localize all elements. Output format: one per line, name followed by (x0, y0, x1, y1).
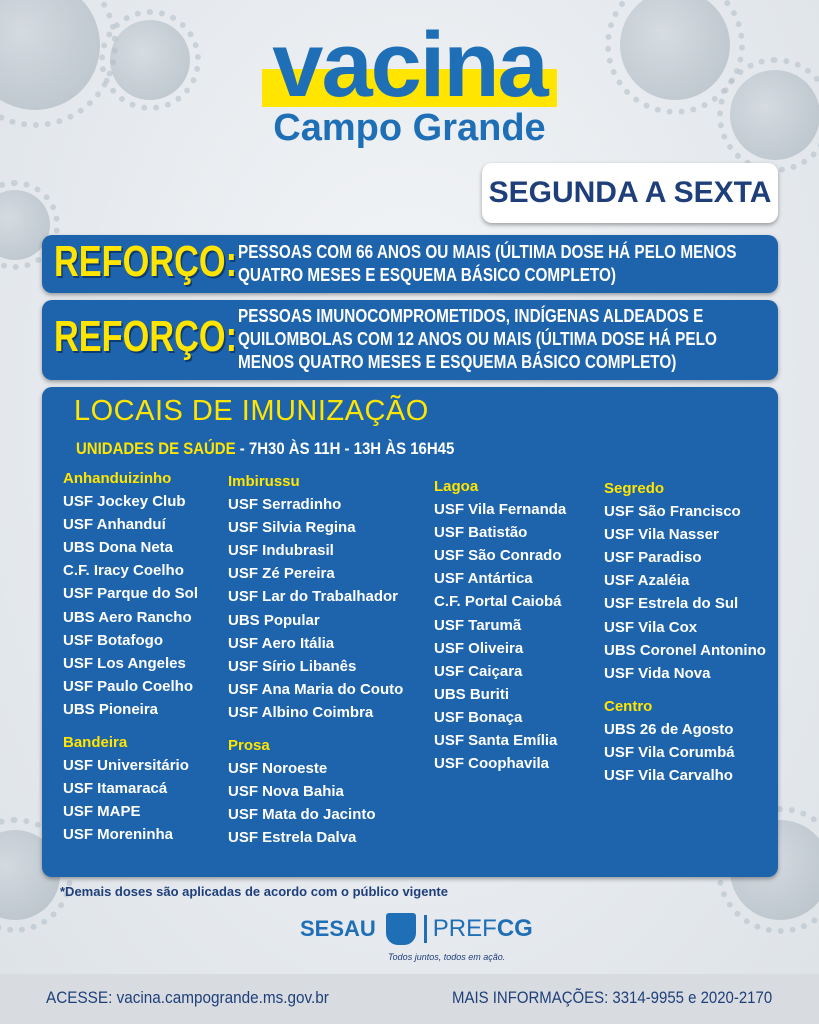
group-spacer (63, 721, 198, 731)
health-unit-item: UBS 26 de Agosto (604, 720, 734, 738)
health-unit-item: USF São Francisco (604, 503, 741, 521)
health-unit-item: USF Jockey Club (63, 493, 186, 511)
opening-hours (76, 439, 454, 459)
cg-text: CG (496, 915, 533, 942)
health-unit-item: UBS Dona Neta (63, 539, 174, 557)
brand-logos (300, 913, 533, 945)
health-unit-item: USF Albino Coimbra (228, 703, 374, 721)
prefcg-logo (424, 915, 533, 943)
region-heading: Centro (604, 697, 653, 715)
health-unit-item: USF Itamaracá (63, 780, 168, 798)
health-unit-item: UBS Coronel Antonino (604, 641, 766, 659)
pref-text: PREF (432, 915, 497, 942)
region-heading: Prosa (228, 737, 270, 755)
footer-bar (0, 974, 819, 1024)
health-unit-item: USF Sírio Libanês (228, 657, 357, 675)
locations-panel (42, 387, 778, 877)
booster-text (238, 305, 782, 374)
health-unit-item: USF Zé Pereira (228, 565, 335, 583)
region-heading: Anhanduizinho (63, 470, 172, 487)
health-unit-item: USF Universitário (63, 757, 189, 775)
schedule-days-badge: SEGUNDA A SEXTA (482, 163, 778, 223)
health-unit-item: USF Batistão (434, 524, 528, 542)
booster-panel-1 (42, 235, 778, 293)
booster-line: PESSOAS IMUNOCOMPROMETIDOS, INDÍGENAS ALDEADOS E (238, 306, 704, 326)
locations-column-4 (604, 477, 766, 787)
booster-tag: REFORÇO: (54, 312, 238, 361)
locations-title: LOCAIS DE IMUNIZAÇÃO (74, 395, 429, 427)
booster-line: MENOS QUATRO MESES E ESQUEMA BÁSICO COMPLETO) (238, 352, 677, 372)
region-heading: Lagoa (434, 478, 479, 495)
logo-title (272, 14, 547, 116)
health-unit-item: USF Vida Nova (604, 664, 711, 682)
health-unit-item: USF Antártica (434, 570, 533, 588)
health-unit-item: USF Moreninha (63, 826, 174, 844)
health-unit-item: USF Parque do Sol (63, 585, 199, 603)
health-unit-item: USF Botafogo (63, 631, 163, 649)
health-unit-item: USF Caiçara (434, 662, 523, 680)
health-unit-item: USF Indubrasil (228, 542, 334, 560)
hours-label: UNIDADES DE SAÚDE (76, 439, 236, 458)
booster-text (238, 241, 782, 287)
vacina-logo (0, 14, 819, 150)
region-heading: Bandeira (63, 734, 128, 752)
region-heading: Segredo (604, 480, 665, 497)
health-unit-item: USF Ana Maria do Couto (228, 680, 404, 698)
health-unit-item: USF Paradiso (604, 549, 702, 567)
booster-line: PESSOAS COM 66 ANOS OU MAIS (ÚLTIMA DOSE HÁ PELO MENOS (238, 242, 737, 262)
health-unit-item: USF Vila Nasser (604, 526, 719, 544)
website-link[interactable]: ACESSE: vacina.campogrande.ms.gov.br (46, 988, 329, 1007)
health-unit-item: UBS Aero Rancho (63, 608, 192, 626)
health-unit-item: USF Estrela Dalva (228, 829, 357, 847)
region-heading: Imbirussu (228, 473, 300, 490)
health-unit-item: USF Paulo Coelho (63, 677, 194, 695)
health-unit-item: USF Coophavila (434, 755, 550, 773)
doses-note: *Demais doses são aplicadas de acordo com o público vigente (60, 884, 448, 899)
health-unit-item: USF Azaléia (604, 572, 690, 590)
health-unit-item: USF Nova Bahia (228, 783, 344, 801)
health-unit-item: USF Silvia Regina (228, 519, 356, 537)
booster-line: QUATRO MESES E ESQUEMA BÁSICO COMPLETO) (238, 265, 616, 285)
logo-title-text: vacina (272, 14, 547, 116)
health-unit-item: USF Aero Itália (228, 634, 335, 652)
health-unit-item: USF Santa Emília (434, 732, 558, 750)
booster-tag: REFORÇO: (54, 237, 238, 286)
locations-column-2 (228, 470, 403, 850)
group-spacer (228, 724, 403, 734)
health-unit-item: USF Los Angeles (63, 654, 186, 672)
sesau-logo: SESAU (300, 916, 376, 941)
health-unit-item: USF Lar do Trabalhador (228, 588, 399, 606)
health-unit-item: UBS Popular (228, 611, 320, 629)
health-unit-item: UBS Pioneira (63, 700, 159, 718)
health-unit-item: USF Oliveira (434, 639, 524, 657)
health-unit-item: USF Mata do Jacinto (228, 806, 376, 824)
locations-column-1 (63, 467, 198, 847)
health-unit-item: USF Vila Fernanda (434, 501, 567, 519)
health-unit-item: C.F. Iracy Coelho (63, 562, 184, 580)
health-unit-item: USF Vila Cox (604, 618, 698, 636)
hours-value: - 7H30 ÀS 11H - 13H ÀS 16H45 (235, 439, 455, 458)
group-spacer (604, 685, 766, 695)
slogan: Todos juntos, todos em ação. (388, 952, 506, 962)
health-unit-item: USF Vila Corumbá (604, 744, 735, 762)
health-unit-item: USF Noroeste (228, 760, 328, 778)
city-crest-icon (386, 913, 416, 945)
health-unit-item: C.F. Portal Caiobá (434, 593, 562, 611)
health-unit-item: USF Tarumã (434, 616, 522, 634)
health-unit-item: USF São Conrado (434, 547, 562, 565)
health-unit-item: USF Anhanduí (63, 516, 166, 534)
contact-info: MAIS INFORMAÇÕES: 3314-9955 e 2020-2170 (452, 988, 773, 1007)
health-unit-item: USF Serradinho (228, 496, 342, 514)
booster-line: QUILOMBOLAS COM 12 ANOS OU MAIS (ÚLTIMA DOSE HÁ PELO (238, 329, 717, 349)
health-unit-item: USF Bonaça (434, 708, 523, 726)
booster-panel-2 (42, 300, 778, 380)
health-unit-item: USF MAPE (63, 803, 141, 821)
health-unit-item: UBS Buriti (434, 685, 509, 703)
locations-column-3 (434, 475, 566, 775)
health-unit-item: USF Vila Carvalho (604, 767, 733, 785)
health-unit-item: USF Estrela do Sul (604, 595, 739, 613)
logo-subtitle: Campo Grande (273, 107, 546, 149)
